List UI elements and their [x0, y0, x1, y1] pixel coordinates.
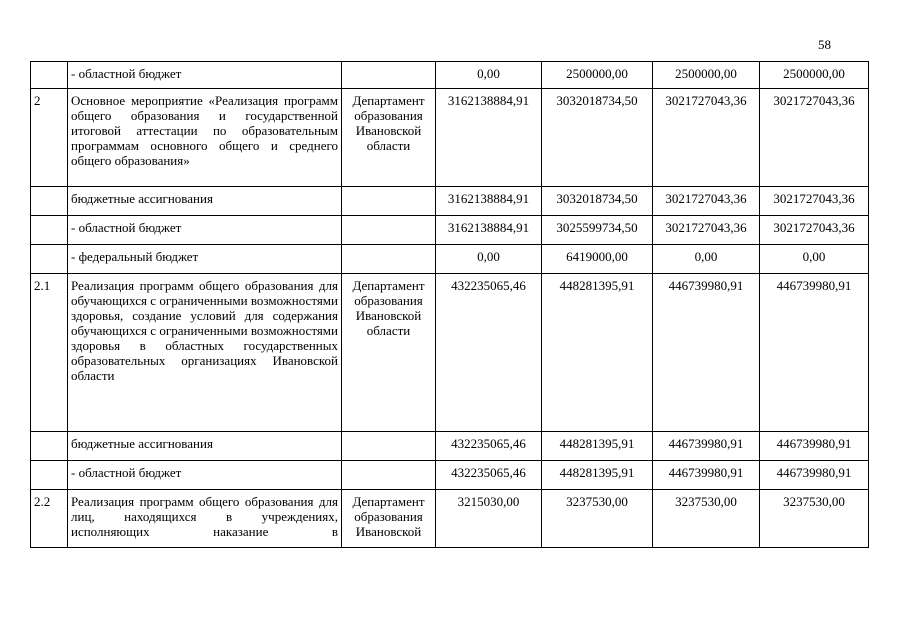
row-department [342, 461, 436, 490]
budget-table [30, 61, 869, 548]
value-cell: 3237530,00 [542, 490, 653, 548]
row-department: Департамент образования Ивановской области [342, 274, 436, 432]
table-row [31, 62, 869, 89]
table-row [31, 461, 869, 490]
row-department [342, 216, 436, 245]
value-cell: 448281395,91 [542, 432, 653, 461]
row-description: бюджетные ассигнования [68, 432, 342, 461]
row-number [31, 216, 68, 245]
row-description: - федеральный бюджет [68, 245, 342, 274]
row-description: - областной бюджет [68, 461, 342, 490]
row-description [68, 490, 342, 548]
row-department [342, 62, 436, 89]
value-cell: 3162138884,91 [436, 89, 542, 187]
value-cell: 3021727043,36 [653, 187, 760, 216]
table-row [31, 216, 869, 245]
value-cell: 446739980,91 [760, 461, 869, 490]
value-cell: 3021727043,36 [760, 89, 869, 187]
value-cell: 3021727043,36 [760, 216, 869, 245]
table-row [31, 432, 869, 461]
value-cell: 446739980,91 [653, 461, 760, 490]
value-cell: 3032018734,50 [542, 89, 653, 187]
value-cell: 446739980,91 [653, 432, 760, 461]
value-cell: 0,00 [436, 62, 542, 89]
table-row [31, 89, 869, 187]
value-cell: 2500000,00 [542, 62, 653, 89]
row-number: 2.2 [31, 490, 68, 548]
value-cell: 3237530,00 [760, 490, 869, 548]
page-number: 58 [818, 37, 831, 52]
row-description-text: Реализация программ общего образования для лиц, находящихся в учреждениях, исполняющих наказание в [71, 494, 338, 539]
row-department [342, 245, 436, 274]
value-cell: 3237530,00 [653, 490, 760, 548]
value-cell: 3162138884,91 [436, 187, 542, 216]
value-cell: 432235065,46 [436, 432, 542, 461]
value-cell: 0,00 [760, 245, 869, 274]
value-cell: 3021727043,36 [653, 89, 760, 187]
value-cell: 432235065,46 [436, 274, 542, 432]
row-department [342, 432, 436, 461]
row-description [68, 89, 342, 187]
row-department: Департамент образования Ивановской [342, 490, 436, 548]
value-cell: 448281395,91 [542, 461, 653, 490]
value-cell: 0,00 [436, 245, 542, 274]
row-number: 2 [31, 89, 68, 187]
value-cell: 446739980,91 [653, 274, 760, 432]
value-cell: 2500000,00 [653, 62, 760, 89]
row-description: - областной бюджет [68, 216, 342, 245]
value-cell: 6419000,00 [542, 245, 653, 274]
table-row [31, 187, 869, 216]
row-number [31, 245, 68, 274]
row-number [31, 187, 68, 216]
row-description-text: Реализация программ общего образования для обучающихся с ограниченными возможностями здоровья, создание условий для содержания обучающихся с ограниченными возможностями здоровья в областных государственных образовательных организациях Ивановской области [71, 278, 338, 383]
value-cell: 3021727043,36 [653, 216, 760, 245]
value-cell: 432235065,46 [436, 461, 542, 490]
value-cell: 3025599734,50 [542, 216, 653, 245]
value-cell: 448281395,91 [542, 274, 653, 432]
value-cell: 3162138884,91 [436, 216, 542, 245]
row-number [31, 432, 68, 461]
value-cell: 2500000,00 [760, 62, 869, 89]
row-department: Департамент образования Ивановской области [342, 89, 436, 187]
value-cell: 3032018734,50 [542, 187, 653, 216]
value-cell: 3215030,00 [436, 490, 542, 548]
table-row [31, 245, 869, 274]
row-description-text: Основное мероприятие «Реализация программ общего образования и государственной итоговой аттестации по образовательным программам основного общего и среднего общего образования» [71, 93, 338, 168]
value-cell: 0,00 [653, 245, 760, 274]
value-cell: 446739980,91 [760, 432, 869, 461]
row-department [342, 187, 436, 216]
value-cell: 446739980,91 [760, 274, 869, 432]
row-description [68, 274, 342, 432]
table-row [31, 274, 869, 432]
row-description: бюджетные ассигнования [68, 187, 342, 216]
value-cell: 3021727043,36 [760, 187, 869, 216]
row-number [31, 461, 68, 490]
row-description: - областной бюджет [68, 62, 342, 89]
row-number: 2.1 [31, 274, 68, 432]
row-number [31, 62, 68, 89]
table-row [31, 490, 869, 548]
